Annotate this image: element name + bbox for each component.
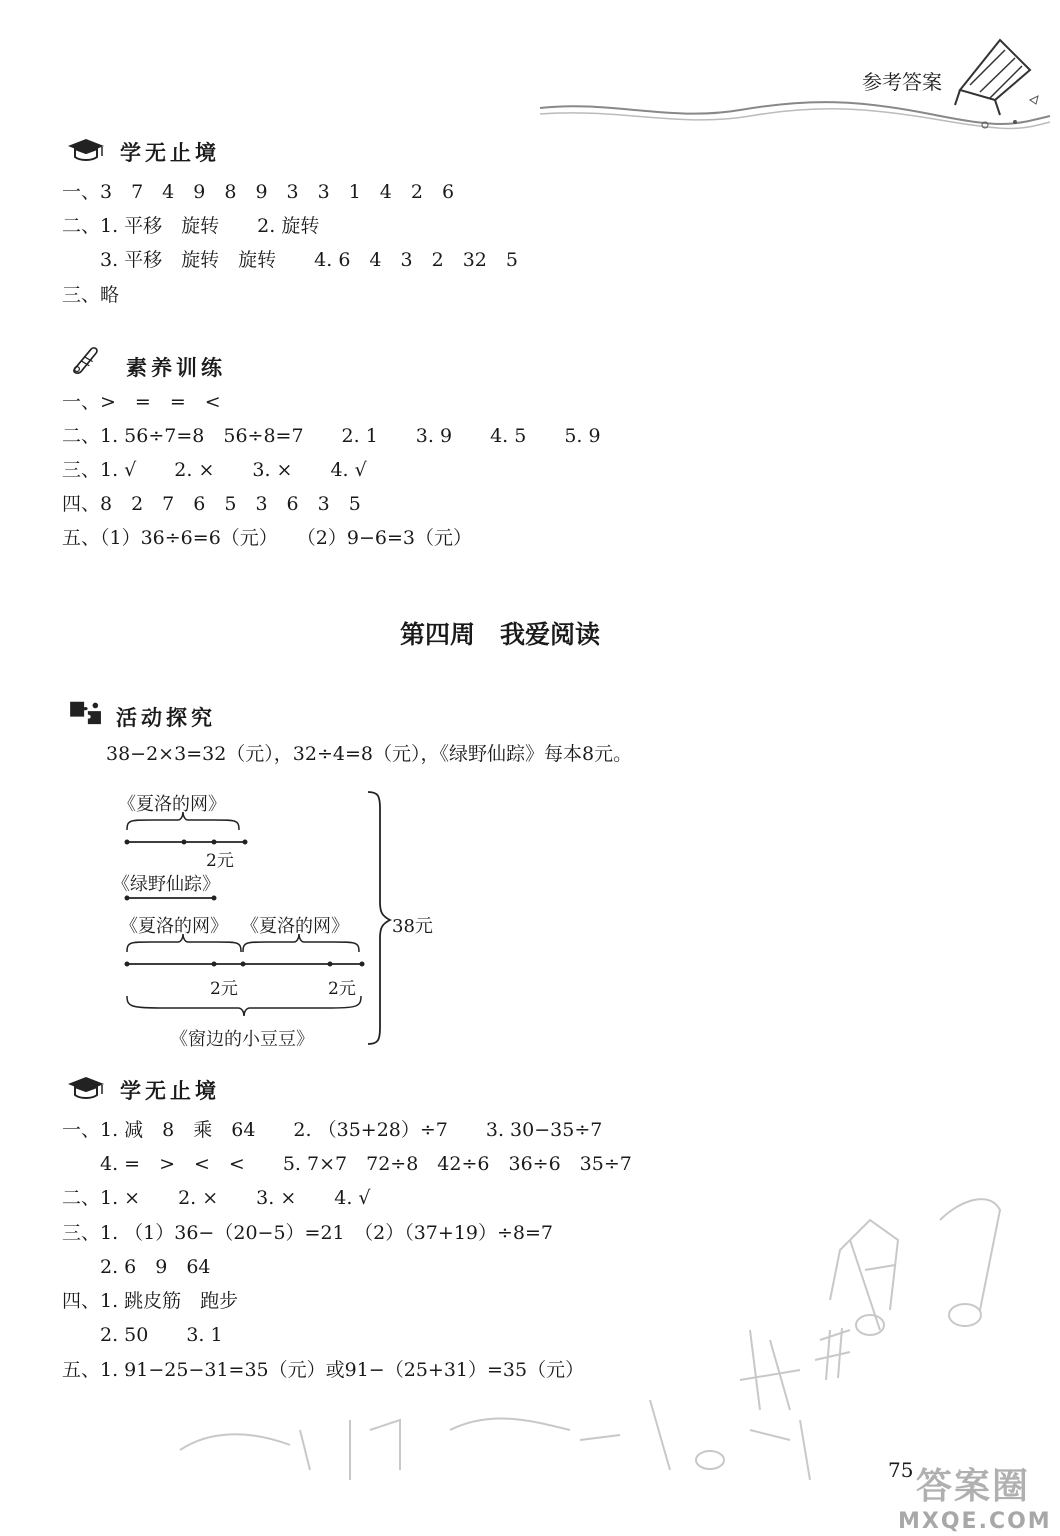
answer-line: 二、1. 平移 旋转 2. 旋转 [62,215,320,237]
watermark-top: 答案圈 [915,1466,1030,1507]
book-label: 《夏洛的网》 [120,916,228,937]
brace [127,812,239,830]
book-label: 《夏洛的网》 [118,794,226,815]
answer-line: 38−2×3=32（元），32÷4=8（元），《绿野仙踪》每本8元。 [106,743,633,765]
answer-line: 五、（1）36÷6=6（元） （2）9−6=3（元） [62,527,472,549]
segment-dot [212,840,217,845]
segment-dot [243,840,248,845]
section-title: 素养训练 [126,356,226,380]
segment-dot [360,962,365,967]
watermark-bottom: MXQE.COM [898,1509,1052,1534]
section-title: 活动探究 [116,706,216,730]
segment-dot [328,962,333,967]
answer-line: 四、1. 跳皮筋 跑步 [62,1290,239,1312]
right-brace [368,792,390,1044]
header-label: 参考答案 [862,70,942,94]
segment-dot [212,962,217,967]
answer-line: 2. 50 3. 1 [62,1324,223,1346]
graduation-cap-icon [66,1074,106,1102]
difference-label: 2元 [206,851,234,871]
book-label: 《窗边的小豆豆》 [170,1029,314,1050]
answer-line: 二、1. × 2. × 3. × 4. √ [62,1187,371,1209]
segment-dot [212,896,217,901]
difference-label: 2元 [210,979,238,999]
brace [127,934,241,952]
book-label: 《绿野仙踪》 [112,874,220,895]
total-label: 38元 [392,916,433,937]
section-title: 学无止境 [120,1079,220,1103]
answer-line: 一、3 7 4 9 8 9 3 3 1 4 2 6 [62,181,455,203]
segment-dot [182,840,187,845]
book-label: 《夏洛的网》 [241,916,349,937]
answer-line: 4. = > < < 5. 7×7 72÷8 42÷6 36÷6 35÷7 [62,1153,632,1175]
answer-line: 一、> = = < [62,391,221,413]
answer-line: 一、1. 减 8 乘 64 2. （35+28）÷7 3. 30−35÷7 [62,1119,603,1141]
chapter-title: 第四周 我爱阅读 [399,620,600,649]
page-number: 75 [888,1458,914,1482]
section-title: 学无止境 [120,141,220,165]
answer-line: 三、1. （1）36−（20−5）=21 （2）（37+19）÷8=7 [62,1222,554,1244]
answer-line: 三、略 [62,284,120,306]
answer-line: 二、1. 56÷7=8 56÷8=7 2. 1 3. 9 4. 5 5. 9 [62,425,601,447]
answer-line: 四、8 2 7 6 5 3 6 3 5 [62,493,361,515]
brace [127,996,361,1016]
answer-line: 3. 平移 旋转 旋转 4. 6 4 3 2 32 5 [62,249,518,271]
watermark [898,1458,1052,1534]
brace [243,934,359,952]
segment-dot [125,962,130,967]
segment-dot [125,896,130,901]
answer-line: 五、1. 91−25−31=35（元）或91−（25+31）=35（元） [62,1359,585,1381]
answer-line: 三、1. √ 2. × 3. × 4. √ [62,459,367,481]
segment-dot [125,840,130,845]
answer-line: 2. 6 9 64 [62,1256,211,1278]
segment-dot [241,962,246,967]
difference-label: 2元 [328,979,356,999]
